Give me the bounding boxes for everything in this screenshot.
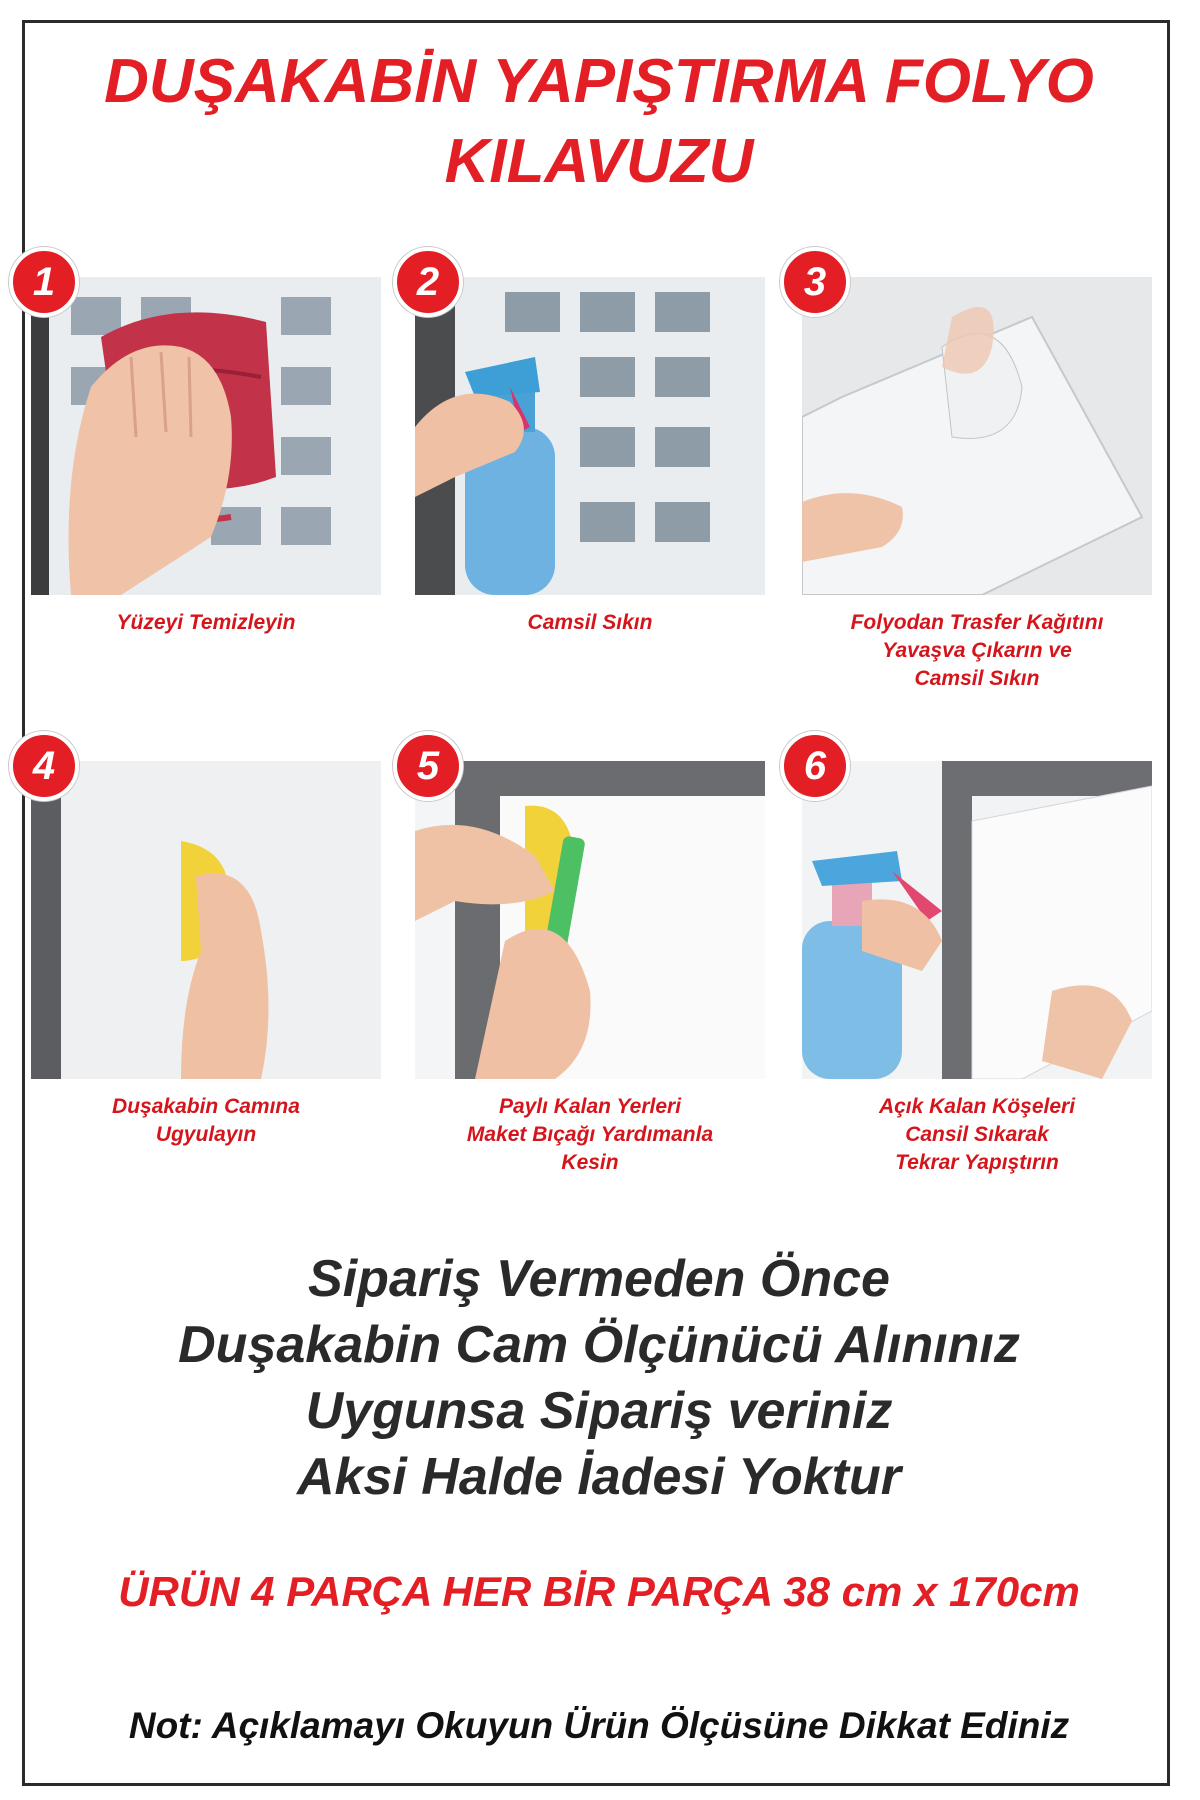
- order-notice: [25, 1246, 1173, 1510]
- caption-line: Tekrar Yapıştırın: [895, 1151, 1059, 1174]
- step-number-badge: 1: [9, 247, 79, 317]
- caption-line: Cansil Sıkarak: [905, 1123, 1049, 1146]
- step-6-caption: [782, 1093, 1172, 1177]
- guide-title-line2: KILAVUZU: [444, 127, 754, 196]
- step-1-caption: [11, 609, 401, 637]
- step-2: [415, 247, 765, 667]
- step-4: [31, 731, 381, 1151]
- notice-line: Uygunsa Sipariş veriniz: [305, 1382, 893, 1440]
- step-2-photo-spray-bottle: [415, 277, 765, 595]
- step-number-badge: 4: [9, 731, 79, 801]
- notice-line: Sipariş Vermeden Önce: [308, 1250, 890, 1308]
- step-5-photo-cutting-edges: [415, 761, 765, 1079]
- product-dimensions: ÜRÜN 4 PARÇA HER BİR PARÇA 38 cm x 170cm: [118, 1568, 1080, 1615]
- caption-line: Yüzeyi Temizleyin: [116, 611, 296, 634]
- guide-page: [22, 20, 1170, 1786]
- step-3-caption: [782, 609, 1172, 693]
- step-number-badge: 5: [393, 731, 463, 801]
- caption-line: Paylı Kalan Yerleri: [498, 1095, 682, 1118]
- guide-title-line1: DUŞAKABİN YAPIŞTIRMA FOLYO: [104, 47, 1094, 116]
- step-1-photo-wiping-glass: [31, 277, 381, 595]
- step-3-photo-peeling-film: [802, 277, 1152, 595]
- step-5-caption: [395, 1093, 785, 1177]
- step-1: [31, 247, 381, 667]
- step-2-caption: [395, 609, 785, 637]
- step-number-badge: 2: [393, 247, 463, 317]
- step-6-photo-respraying-corners: [802, 761, 1152, 1079]
- caption-line: Maket Bıçağı Yardımanla: [466, 1123, 714, 1146]
- step-3: [802, 247, 1152, 690]
- step-6: [802, 731, 1152, 1174]
- step-4-photo-applying-film: [31, 761, 381, 1079]
- step-number-badge: 3: [780, 247, 850, 317]
- caption-line: Camsil Sıkın: [527, 611, 653, 634]
- caption-line: Duşakabin Camına: [112, 1095, 300, 1118]
- footer-note: Not: Açıklamayı Okuyun Ürün Ölçüsüne Dikkat Ediniz: [128, 1705, 1070, 1746]
- caption-line: Ugyulayın: [155, 1123, 257, 1146]
- step-5: [415, 731, 765, 1174]
- caption-line: Camsil Sıkın: [914, 667, 1040, 690]
- caption-line: Kesin: [561, 1151, 619, 1174]
- step-4-caption: [11, 1093, 401, 1149]
- notice-line: Aksi Halde İadesi Yoktur: [296, 1448, 902, 1506]
- step-number-badge: 6: [780, 731, 850, 801]
- notice-line: Duşakabin Cam Ölçünücü Alınınız: [178, 1316, 1020, 1374]
- caption-line: Folyodan Trasfer Kağıtını: [850, 611, 1104, 634]
- caption-line: Açık Kalan Köşeleri: [878, 1095, 1076, 1118]
- caption-line: Yavaşva Çıkarın ve: [882, 639, 1072, 662]
